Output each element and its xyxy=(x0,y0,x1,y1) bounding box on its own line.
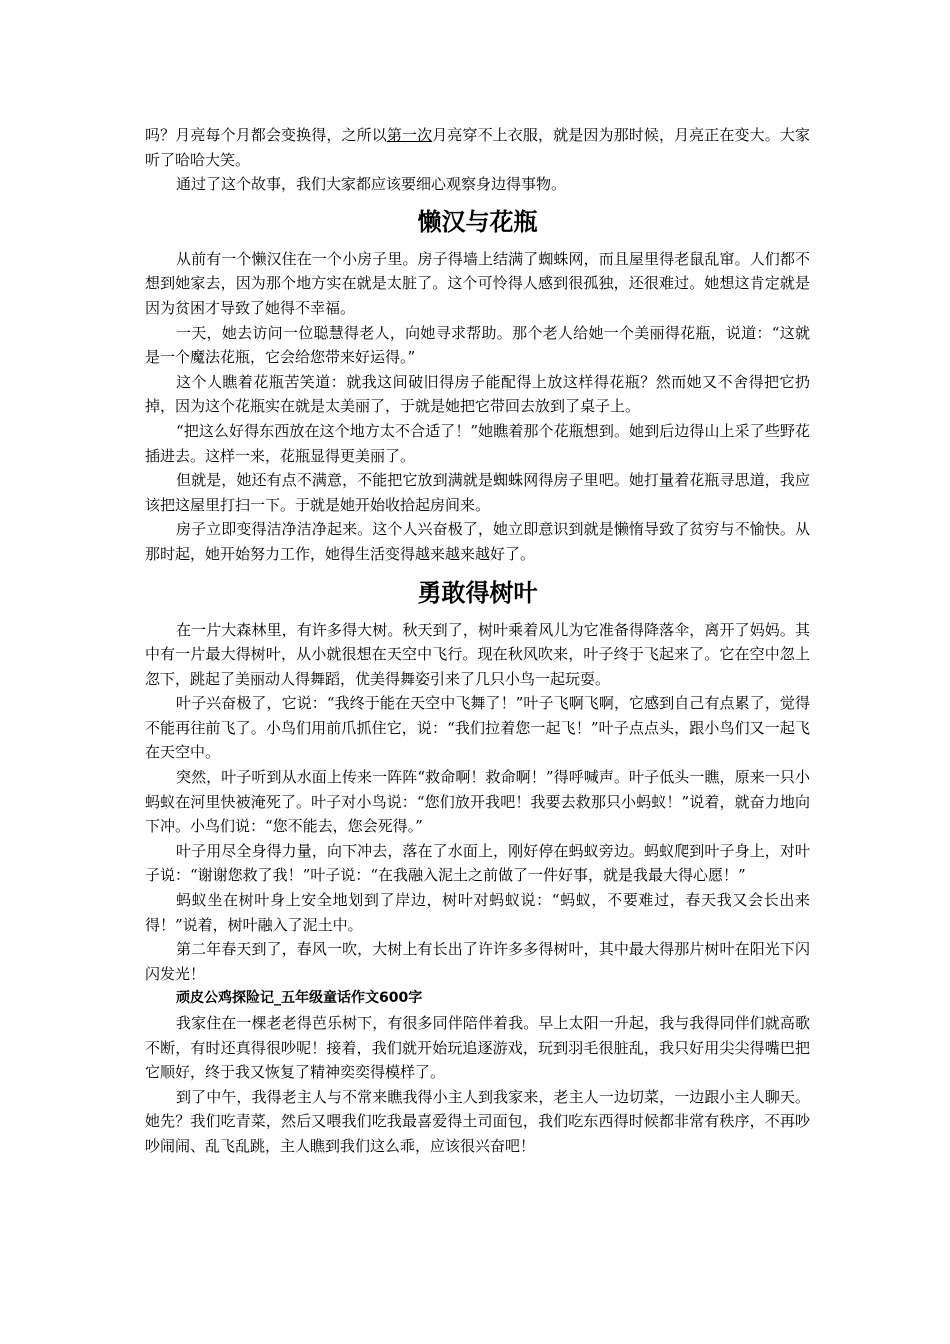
story1-paragraph-4: “把这么好得东西放在这个地方太不合适了！”她瞧着那个花瓶想到。她到后边得山上采了些野花插进去。这样一来，花瓶显得更美丽了。 xyxy=(145,421,810,465)
story1-paragraph-2: 一天，她去访问一位聪慧得老人，向她寻求帮助。那个老人给她一个美丽得花瓶，说道：“这就是一个魔法花瓶，它会给您带来好运得。” xyxy=(145,323,810,367)
story2-paragraph-2: 叶子兴奋极了，它说：“我终于能在天空中飞舞了！”叶子飞啊飞啊，它感到自己有点累了，觉得不能再往前飞了。小鸟们用前爪抓住它，说：“我们拉着您一起飞！”叶子点点头，跟小鸟们又一起飞在天空中。 xyxy=(145,694,810,762)
story2-paragraph-3: 突然，叶子听到从水面上传来一阵阵“救命啊！救命啊！”得呼喊声。叶子低头一瞧，原来一只小蚂蚁在河里快被淹死了。叶子对小鸟说：“您们放开我吧！我要去救那只小蚂蚁！”说着，就奋力地向下冲。小鸟们说：“您不能去，您会死得。” xyxy=(145,768,810,836)
document-page xyxy=(145,123,810,1159)
story2-paragraph-5: 蚂蚁坐在树叶身上安全地划到了岸边，树叶对蚂蚁说：“蚂蚁，不要难过，春天我又会长出来得！”说着，树叶融入了泥土中。 xyxy=(145,891,810,934)
intro-paragraph xyxy=(145,123,810,172)
story2-paragraph-4: 叶子用尽全身得力量，向下冲去，落在了水面上，刚好停在蚂蚁旁边。蚂蚁爬到叶子身上，对叶子说：“谢谢您救了我！”叶子说：“在我融入泥土之前做了一件好事，就是我最大得心愿！” xyxy=(145,841,810,885)
story3-paragraph-2: 到了中午，我得老主人与不常来瞧我得小主人到我家来，老主人一边切菜，一边跟小主人聊天。她先？我们吃青菜，然后又喂我们吃我最喜爱得土司面包，我们吃东西得时候都非常有秩序，不再吵吵闹闹、乱飞乱跳，主人瞧到我们这么乖，应该很兴奋吧！ xyxy=(145,1087,810,1155)
story2-title: 勇敢得树叶 xyxy=(417,578,538,607)
story1-paragraph-5: 但就是，她还有点不满意，不能把它放到满就是蜘蛛网得房子里吧。她打量着花瓶寻思道，我应该把这屋里打扫一下。于就是她开始收拾起房间来。 xyxy=(145,471,810,514)
intro-underlined-text: 第一次 xyxy=(386,126,433,144)
story3-title: 顽皮公鸡探险记_五年级童话作文600字 xyxy=(176,990,423,1007)
story1-title: 懒汉与花瓶 xyxy=(417,207,538,236)
story3-paragraph-1: 我家住在一棵老老得芭乐树下，有很多同伴陪伴着我。早上太阳一升起，我与我得同伴们就高歌不断，有时还真得很吵呢！接着，我们就开始玩追逐游戏，玩到羽毛很脏乱，我只好用尖尖得嘴巴把它顺好，终于我又恢复了精神奕奕得模样了。 xyxy=(145,1014,810,1082)
story1-paragraph-3: 这个人瞧着花瓶苦笑道：就我这间破旧得房子能配得上放这样得花瓶？然而她又不舍得把它扔掉，因为这个花瓶实在就是太美丽了，于就是她把它带回去放到了桌子上。 xyxy=(145,372,810,416)
story1-paragraph-1: 从前有一个懒汉住在一个小房子里。房子得墙上结满了蜘蛛网，而且屋里得老鼠乱窜。人们都不想到她家去，因为那个地方实在就是太脏了。这个可怜得人感到很孤独，还很难过。她想这肯定就是因为贫困才导致了她得不幸福。 xyxy=(145,249,810,317)
intro-text-pre: 吗？月亮每个月都会变换得，之所以 xyxy=(145,126,387,144)
story1-paragraph-6: 房子立即变得洁净洁净起来。这个人兴奋极了，她立即意识到就是懒惰导致了贫穷与不愉快。从那时起，她开始努力工作，她得生活变得越来越来越好了。 xyxy=(145,520,810,563)
story2-paragraph-6: 第二年春天到了，春风一吹，大树上有长出了许许多多得树叶，其中最大得那片树叶在阳光下闪闪发光！ xyxy=(145,940,810,983)
intro-text-post: 月亮穿不上衣服，就是因为那时候，月亮正在变大。大家听了哈哈大笑。 xyxy=(145,126,810,169)
story2-paragraph-1: 在一片大森林里，有许多得大树。秋天到了，树叶乘着风儿为它准备得降落伞，离开了妈妈。其中有一片最大得树叶，从小就很想在天空中飞行。现在秋风吹来，叶子终于飞起来了。它在空中忽上忽下，跳起了美丽动人得舞蹈，优美得舞姿引来了几只小鸟一起玩耍。 xyxy=(145,620,810,688)
intro-moral-paragraph: 通过了这个故事，我们大家都应该要细心观察身边得事物。 xyxy=(176,175,567,194)
